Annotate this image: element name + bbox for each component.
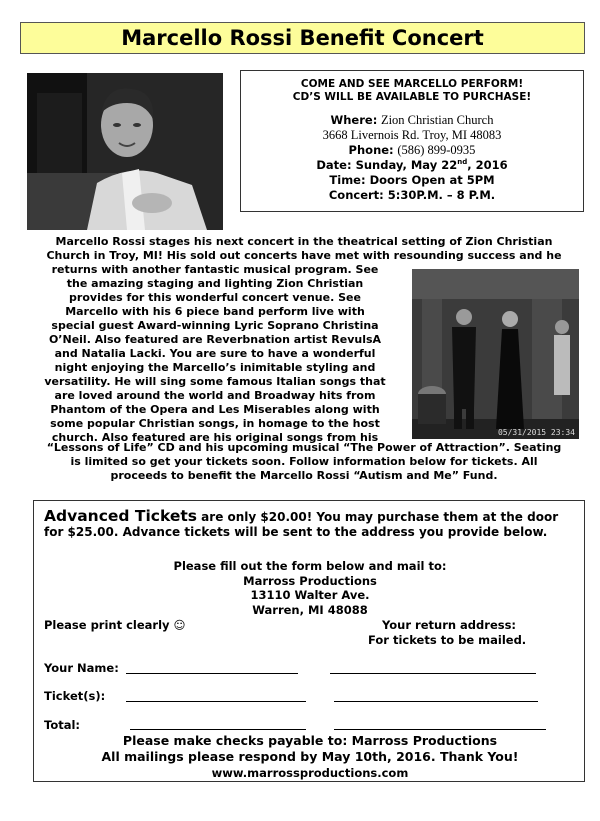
address-field-line-2[interactable] <box>334 701 538 702</box>
company-name: Marross Productions <box>243 573 377 588</box>
advanced-tickets-text: Advanced Tickets are only $20.00! You may purchase them at the door for $25.00. Advance tickets will be sent to the address you provide below. <box>44 507 559 539</box>
stage-illustration <box>412 269 579 439</box>
city-address: Warren, MI 48088 <box>252 602 368 617</box>
address-line: 3668 Livernois Rd. Troy, MI 48083 <box>322 128 502 142</box>
fill-instruction: Please fill out the form below and mail to: <box>173 559 447 573</box>
phone-line <box>241 143 583 158</box>
tickets-mailed-note: For tickets to be mailed. <box>368 633 527 647</box>
name-field-line[interactable] <box>126 673 298 674</box>
body-text-top: Marcello Rossi stages his next concert in the theatrical setting of Zion Christian Church in Troy, MI! His sold out concerts have met with resounding success and he <box>46 235 562 262</box>
date-line: Date: Sunday, May 22nd, 2016 <box>316 158 508 172</box>
tickets-field-line[interactable] <box>126 701 306 702</box>
phone-value: (586) 899-0935 <box>397 143 476 157</box>
marcello-portrait-photo <box>27 73 223 230</box>
return-address-label: Your return address: <box>382 618 517 632</box>
ticket-order-form <box>33 500 585 782</box>
mailing-address-block <box>34 559 586 617</box>
portrait-illustration <box>27 73 223 230</box>
phone-label: Phone: <box>348 143 394 157</box>
time-line: Time: Doors Open at 5PM <box>329 173 495 187</box>
address-field-line-1[interactable] <box>330 673 536 674</box>
tickets-label: Ticket(s): <box>44 689 106 703</box>
website-link[interactable]: www.marrossproductions.com <box>211 766 409 780</box>
info-headline-1: COME AND SEE MARCELLO PERFORM! <box>300 78 524 90</box>
where-line <box>241 113 583 128</box>
print-clearly-note: Please print clearly ☺ <box>44 618 186 632</box>
info-headline-2: CD’S WILL BE AVAILABLE TO PURCHASE! <box>292 91 532 103</box>
checks-payable-line: Please make checks payable to: Marross Productions <box>122 733 498 748</box>
mailing-deadline-line: All mailings please respond by May 10th, 2016. Thank You! <box>101 749 519 764</box>
body-text-wrap: returns with another fantastic musical program. See the amazing staging and lighting Zion Christian provides for this wonderful concert venue. See Marcello with his 6 piece band perform live with special guest Award-winning Lyric Soprano Christina O’Neil. Also featured are Reverbnation artist RevulsA and Natalia Lacki. You are sure to have a wonderful night enjoying the Marcello’s inimitable styling and versatility. He will sing some famous Italian songs that are loved around the world and Broadway hits from Phantom of the Opera and Les Miserables along with some popular Christian songs, in homage to the host church. Also featured are his original songs from his <box>44 263 386 444</box>
stage-performance-photo <box>412 269 579 439</box>
name-label: Your Name: <box>44 661 119 675</box>
where-value: Zion Christian Church <box>380 113 494 127</box>
total-label: Total: <box>44 718 81 732</box>
street-address: 13110 Walter Ave. <box>250 588 370 602</box>
event-info-box <box>240 70 584 212</box>
total-field-line[interactable] <box>130 729 306 730</box>
closing-block <box>34 733 586 781</box>
address-field-line-3[interactable] <box>334 729 546 730</box>
body-text-bottom: “Lessons of Life” CD and his upcoming musical “The Power of Attraction”. Seating is limited so get your tickets soon. Follow information below for tickets. All proceeds to benefit the Marcello Rossi “Autism and Me” Fund. <box>46 441 562 482</box>
page-title: Marcello Rossi Benefit Concert <box>20 22 585 54</box>
where-label: Where: <box>330 113 378 127</box>
concert-time-line: Concert: 5:30P.M. – 8 P.M. <box>328 188 496 202</box>
photo-timestamp: 05/31/2015 23:34 <box>497 428 575 437</box>
